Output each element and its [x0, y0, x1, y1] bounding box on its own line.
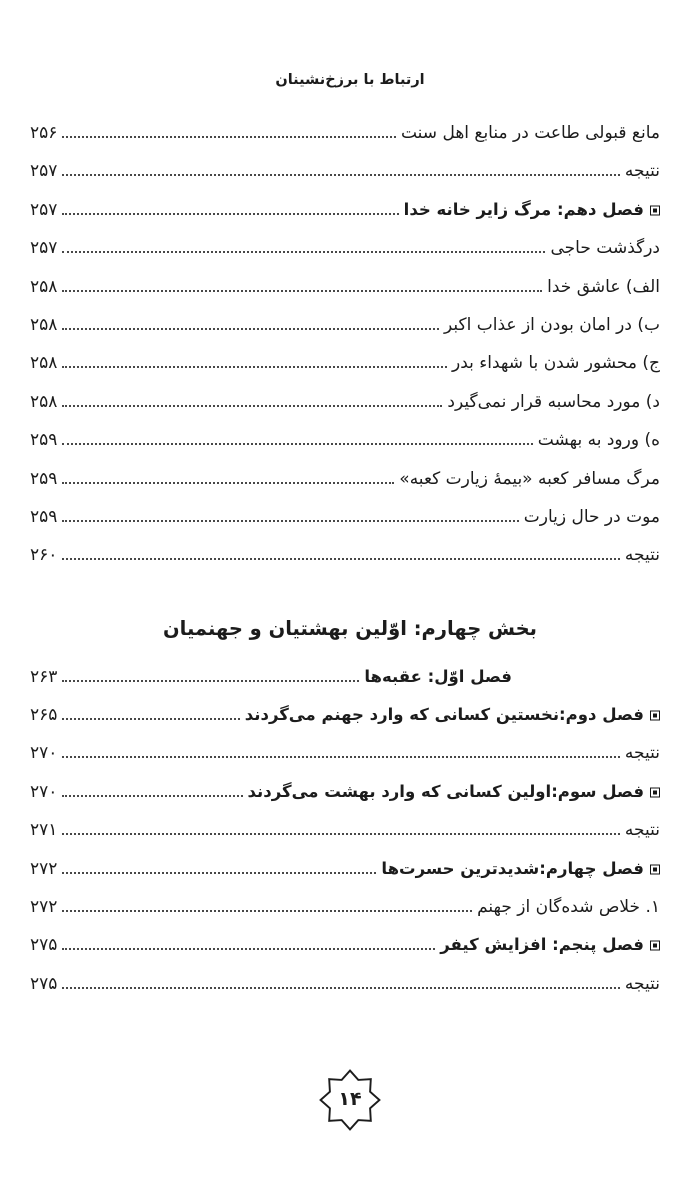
toc-entry-page: ۲۵۶ [30, 123, 58, 143]
toc-entry-page: ۲۵۸ [30, 314, 58, 335]
chapter-bullet-icon [650, 205, 660, 215]
dot-leader [62, 174, 620, 176]
toc-entry-page: ۲۷۵ [30, 935, 58, 956]
toc-entry-title: ه) ورود به بهشت [537, 430, 660, 451]
dot-leader [62, 987, 620, 989]
toc-entry-page: ۲۷۵ [30, 973, 58, 994]
toc-entry-title: مرگ مسافر کعبه «بیمهٔ زیارت کعبه» [399, 468, 660, 489]
toc-entry-title: ج) محشور شدن با شهداء بدر [451, 353, 660, 374]
section-heading: بخش چهارم: اوّلین بهشتیان و جهنمیان [162, 616, 537, 640]
toc-row [30, 850, 660, 888]
toc-entry-page: ۲۵۸ [30, 276, 58, 297]
toc-row [30, 114, 660, 152]
toc-row [30, 460, 660, 498]
toc-row [30, 268, 660, 306]
dot-leader [62, 290, 542, 292]
toc-row [30, 773, 660, 811]
toc-entry-title: ۱. خلاص شده‌گان از جهنم [477, 897, 660, 918]
toc-entry-title: فصل سوم:اولین کسانی که وارد بهشت می‌گردند [248, 782, 660, 801]
toc-list-part2 [0, 658, 700, 1004]
toc-row [30, 344, 660, 382]
toc-row [30, 734, 660, 772]
toc-entry-title: نتیجه [624, 743, 660, 764]
toc-row [30, 811, 660, 849]
running-head-book-title: ارتباط با برزخ‌نشینان [275, 72, 425, 88]
dot-leader [62, 558, 620, 560]
toc-row [30, 926, 660, 964]
toc-row [30, 306, 660, 344]
toc-entry-title: درگذشت حاجی [550, 238, 660, 259]
toc-entry-title: موت در حال زیارت [523, 506, 660, 527]
dot-leader [62, 213, 398, 215]
toc-entry-page: ۲۵۷ [30, 238, 58, 259]
toc-entry-title: فصل اوّل: عقبه‌ها [364, 666, 512, 686]
toc-entry-page: ۲۵۷ [30, 199, 58, 220]
dot-leader [62, 756, 620, 758]
dot-leader [62, 872, 376, 874]
folio-page-number: ۱۴ [338, 1088, 362, 1110]
dot-leader [62, 910, 472, 912]
toc-entry-title: فصل چهارم:شدیدترین حسرت‌ها [381, 859, 660, 878]
toc-entry-page: ۲۶۵ [30, 705, 58, 726]
dot-leader [62, 251, 545, 253]
dot-leader [62, 443, 532, 445]
dot-leader [62, 328, 439, 330]
toc-entry-page: ۲۵۸ [30, 353, 58, 374]
page-number-ornament [318, 1066, 382, 1134]
dot-leader [62, 405, 442, 407]
dot-leader [62, 366, 447, 368]
toc-row [30, 383, 660, 421]
toc-row [30, 888, 660, 926]
dot-leader [62, 718, 239, 720]
dot-leader [62, 795, 242, 797]
dot-leader [62, 482, 394, 484]
toc-row [30, 229, 660, 267]
toc-row [30, 498, 660, 536]
toc-entry-page: ۲۵۸ [30, 391, 58, 412]
toc-entry-title: د) مورد محاسبه قرار نمی‌گیرد [447, 391, 660, 412]
toc-entry-title: ب) در امان بودن از عذاب اکبر [444, 314, 660, 335]
chapter-bullet-icon [650, 711, 660, 721]
toc-row [30, 421, 660, 459]
toc-row [30, 191, 660, 229]
toc-entry-page: ۲۶۳ [30, 666, 58, 687]
toc-entry-title: فصل دوم:نخستین کسانی که وارد جهنم می‌گردند [245, 705, 660, 724]
toc-entry-page: ۲۷۰ [30, 743, 58, 764]
toc-entry-title: نتیجه [624, 161, 660, 182]
toc-entry-page: ۲۵۹ [30, 506, 58, 527]
dot-leader [62, 833, 620, 835]
chapter-bullet-icon [650, 864, 660, 874]
toc-row [30, 696, 660, 734]
toc-entry-page: ۲۷۲ [30, 858, 58, 879]
toc-entry-title: الف) عاشق خدا [547, 276, 660, 297]
page-footer [0, 1066, 700, 1134]
chapter-bullet-icon [650, 787, 660, 797]
toc-entry-title: فصل دهم: مرگ زایر خانه خدا [404, 200, 660, 219]
chapter-bullet-icon [650, 941, 660, 951]
toc-row [30, 152, 660, 190]
toc-entry-page: ۲۷۰ [30, 781, 58, 802]
toc-entry-page: ۲۷۲ [30, 897, 58, 918]
toc-entry-title: نتیجه [624, 545, 660, 566]
toc-entry-page: ۲۵۹ [30, 468, 58, 489]
toc-entry-title: مانع قبولی طاعت در منابع اهل سنت [400, 123, 660, 143]
toc-row [30, 536, 660, 574]
dot-leader [62, 680, 359, 682]
toc-list-part1 [0, 114, 700, 575]
dot-leader [62, 136, 396, 138]
dot-leader [62, 948, 435, 950]
toc-row [30, 658, 660, 696]
dot-leader [62, 520, 518, 522]
toc-entry-page: ۲۷۱ [30, 820, 58, 841]
toc-entry-title: نتیجه [624, 820, 660, 841]
toc-entry-title: نتیجه [624, 973, 660, 994]
toc-entry-page: ۲۵۷ [30, 161, 58, 182]
toc-row [30, 965, 660, 1003]
toc-entry-page: ۲۵۹ [30, 430, 58, 451]
toc-entry-title: فصل پنجم: افزایش کیفر [440, 935, 660, 954]
toc-entry-page: ۲۶۰ [30, 545, 58, 566]
